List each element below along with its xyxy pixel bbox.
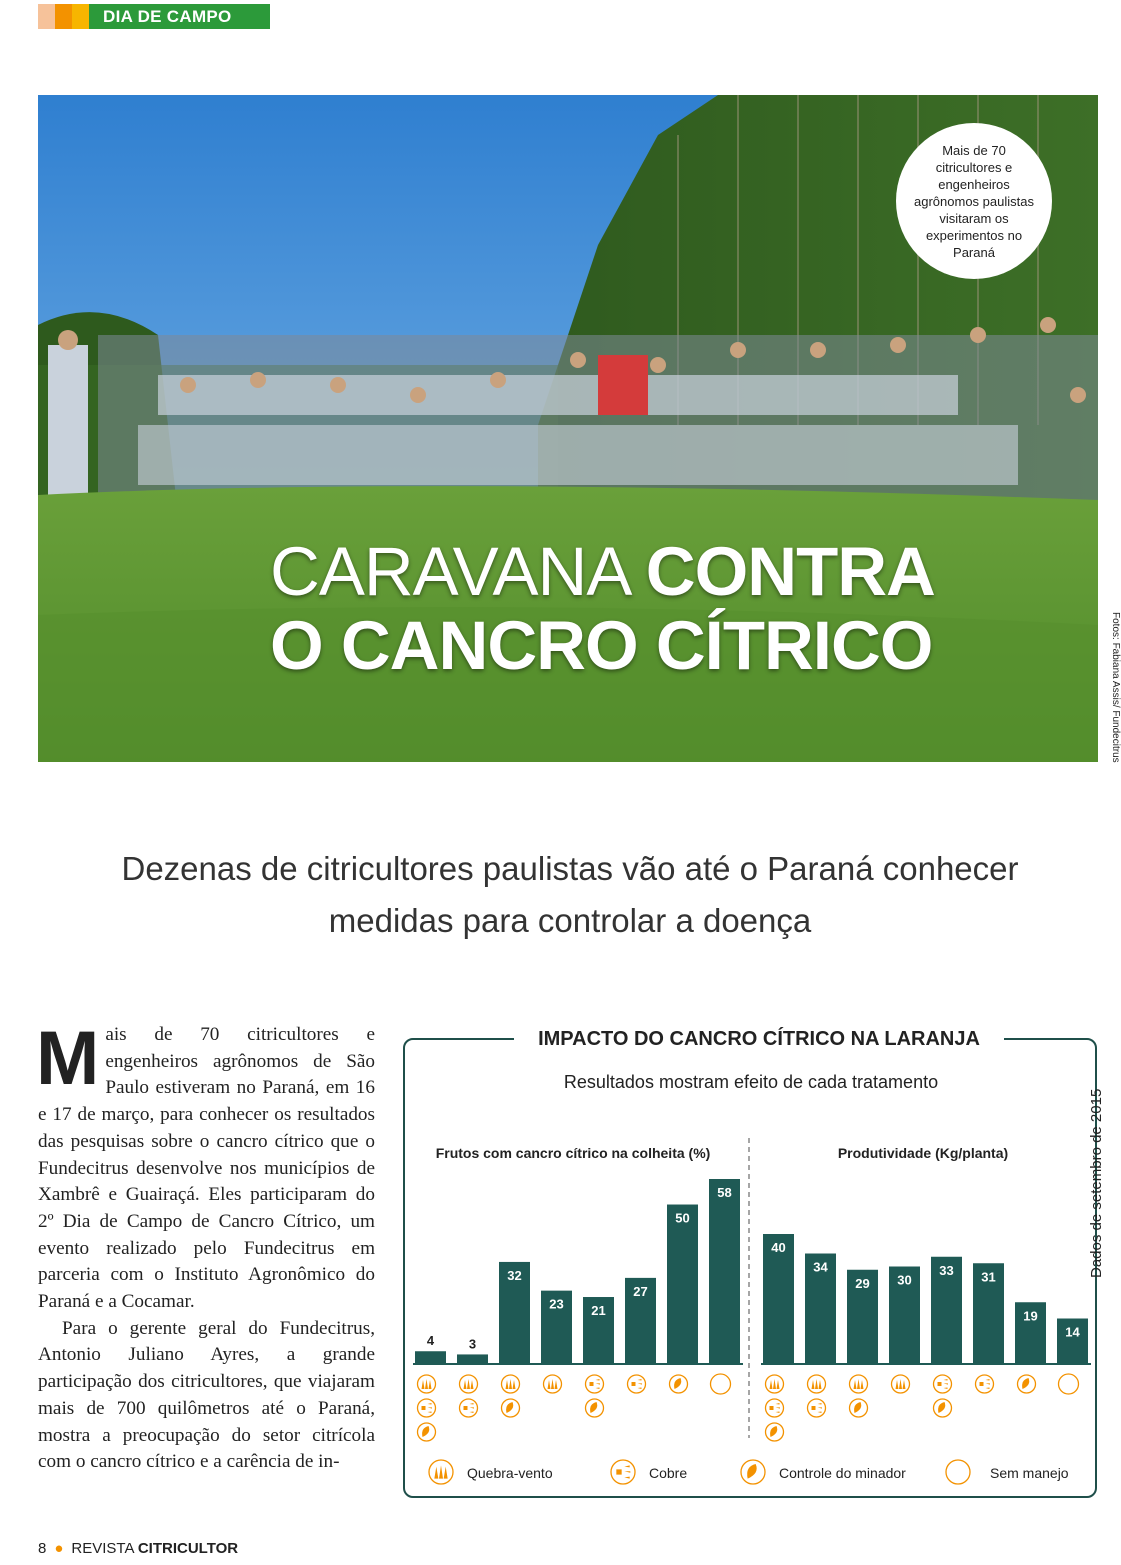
- legend-label: Controle do minador: [779, 1465, 906, 1481]
- publication-name-bold: CITRICULTOR: [137, 1540, 239, 1557]
- page-number: 8: [38, 1540, 47, 1557]
- headline-line2: O CANCRO CÍTRICO: [270, 607, 933, 684]
- copper-icon: [628, 1375, 646, 1393]
- panel-title: Frutos com cancro cítrico na colheita (%): [435, 1145, 711, 1161]
- drop-cap: M: [36, 1016, 100, 1101]
- headline-thin: CARAVANA: [270, 533, 628, 610]
- miner-icon: [586, 1399, 604, 1417]
- photo-caption-bubble: Mais de 70 citricultores e engenheiros agrônomos paulistas visitaram os experimentos no Paraná: [896, 123, 1052, 279]
- paragraph-1: [36, 1016, 375, 1316]
- none-icon: [1059, 1374, 1079, 1394]
- bar-value-label: 21: [591, 1303, 606, 1319]
- bar: [709, 1179, 740, 1364]
- legend-label: Cobre: [649, 1465, 688, 1481]
- footer-dot-icon: ●: [54, 1540, 64, 1557]
- bar-value-label: 3: [468, 1336, 477, 1352]
- paragraph-2: Para o gerente geral do Fundecitrus, Antonio Juliano Ayres, a grande participação dos citricultores, que viajaram mais de 700 quilômetros até o Paraná, mostra a preocupação do setor citrícola com o cancro cítrico e a carência de in-: [38, 1317, 375, 1473]
- miner-icon: [766, 1423, 784, 1441]
- bar-value-label: 19: [1023, 1308, 1038, 1324]
- page-footer: [38, 1540, 238, 1557]
- bar-value-label: 30: [897, 1272, 912, 1288]
- windbreak-icon: [502, 1375, 520, 1393]
- section-tag-label: DIA DE CAMPO: [89, 4, 270, 29]
- paragraph-1-text: ais de 70 citricultores e engenheiros agrônomos de São Paulo estiveram no Paraná, em 16 e 17 de março, para conhecer os resultados das pesquisas sobre o cancro cítrico que o Fundecitrus desenvolve nos municípios de Xambrê e Guairaçá. Eles participaram do 2º Dia de Campo de Cancro Cítrico, um evento realizado pelo Fundecitrus em parceria com o Instituto Agronômico do Paraná e a Cocamar.: [38, 1024, 375, 1313]
- deck: Dezenas de citricultores paulistas vão até o Paraná conhecer medidas para controlar a doença: [121, 850, 1019, 939]
- copper-icon: [808, 1399, 826, 1417]
- miner-icon: [670, 1375, 688, 1393]
- bar-value-label: 32: [507, 1267, 522, 1283]
- bar: [457, 1354, 488, 1364]
- legend-label: Sem manejo: [990, 1465, 1069, 1481]
- miner-icon: [741, 1460, 765, 1484]
- windbreak-icon: [892, 1375, 910, 1393]
- miner-icon: [502, 1399, 520, 1417]
- publication-name: REVISTA: [71, 1540, 134, 1557]
- section-tag: [38, 4, 270, 29]
- windbreak-icon: [766, 1375, 784, 1393]
- copper-icon: [934, 1375, 952, 1393]
- miner-icon: [1018, 1375, 1036, 1393]
- article-body: [36, 1016, 375, 1476]
- tag-color-1: [38, 4, 55, 29]
- photo-credit: Fotos: Fabiana Assis/ Fundecitrus: [1110, 612, 1121, 763]
- bar-value-label: 29: [855, 1275, 870, 1291]
- chart-box-title: IMPACTO DO CANCRO CÍTRICO NA LARANJA: [514, 1026, 1004, 1052]
- copper-icon: [460, 1399, 478, 1417]
- miner-icon: [418, 1423, 436, 1441]
- legend-label: Quebra-vento: [467, 1465, 553, 1481]
- windbreak-icon: [544, 1375, 562, 1393]
- windbreak-icon: [429, 1460, 453, 1484]
- copper-icon: [586, 1375, 604, 1393]
- headline-bold: CONTRA: [645, 533, 935, 610]
- bar: [667, 1205, 698, 1364]
- chart-box-subtitle: Resultados mostram efeito de cada tratamento: [563, 1072, 939, 1092]
- miner-icon: [850, 1399, 868, 1417]
- copper-icon: [766, 1399, 784, 1417]
- bar-value-label: 31: [981, 1269, 996, 1285]
- headline: [270, 535, 935, 683]
- bar-value-label: 14: [1065, 1324, 1080, 1340]
- bar-value-label: 33: [939, 1262, 954, 1278]
- windbreak-icon: [418, 1375, 436, 1393]
- bar-value-label: 27: [633, 1283, 648, 1299]
- copper-icon: [418, 1399, 436, 1417]
- windbreak-icon: [808, 1375, 826, 1393]
- miner-icon: [934, 1399, 952, 1417]
- side-note: Dados de setembro de 2015: [1088, 1088, 1105, 1278]
- bar-value-label: 4: [426, 1333, 435, 1349]
- none-icon: [946, 1460, 970, 1484]
- tag-color-2: [55, 4, 72, 29]
- copper-icon: [611, 1460, 635, 1484]
- bar-charts: [403, 1038, 1097, 1498]
- bar: [415, 1351, 446, 1364]
- bar-value-label: 34: [813, 1259, 828, 1275]
- bar-value-label: 58: [717, 1185, 732, 1200]
- tag-color-3: [72, 4, 89, 29]
- windbreak-icon: [460, 1375, 478, 1393]
- none-icon: [711, 1374, 731, 1394]
- bar-value-label: 50: [675, 1210, 690, 1226]
- bar-value-label: 40: [771, 1240, 786, 1255]
- bar-value-label: 23: [549, 1296, 564, 1312]
- copper-icon: [976, 1375, 994, 1393]
- windbreak-icon: [850, 1375, 868, 1393]
- panel-title: Produtividade (Kg/planta): [837, 1145, 1009, 1161]
